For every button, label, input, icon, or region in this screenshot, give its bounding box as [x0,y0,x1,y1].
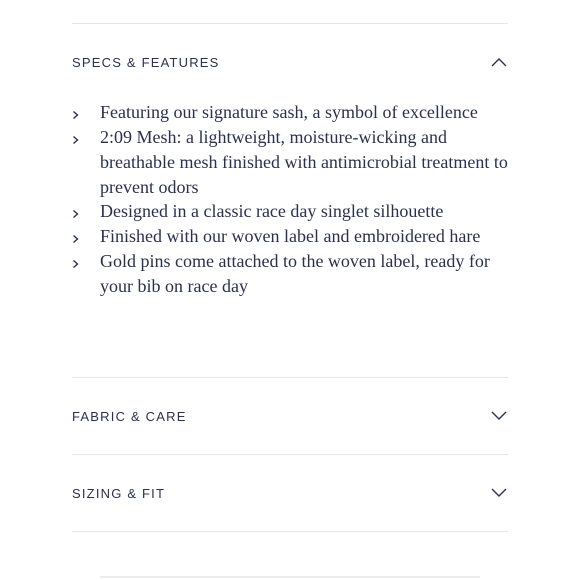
sizing-fit-title: SIZING & FIT [72,485,166,501]
list-item [72,100,512,125]
divider-specs [72,377,508,378]
list-item [72,224,512,249]
feature-text: 2:09 Mesh: a lightweight, moisture-wicking and breathable mesh finished with antimicrobial treatment to prevent odors [100,127,508,197]
bottom-divider [100,576,480,578]
list-item [72,249,512,299]
list-item [72,125,512,199]
chevron-right-icon [72,125,100,150]
chevron-right-icon [72,199,100,224]
chevron-down-icon [490,487,508,499]
chevron-right-icon [72,224,100,249]
chevron-right-icon [72,249,100,274]
divider-sizing [72,531,508,532]
list-item [72,199,512,224]
divider-fabric [72,454,508,455]
sizing-fit-toggle[interactable] [72,481,508,505]
chevron-down-icon [490,410,508,422]
fabric-care-title: FABRIC & CARE [72,408,187,424]
fabric-care-toggle[interactable] [72,404,508,428]
feature-text: Finished with our woven label and embroidered hare [100,226,481,247]
specs-features-title: SPECS & FEATURES [72,54,220,70]
chevron-right-icon [72,100,100,125]
specs-features-toggle[interactable] [72,50,508,74]
feature-text: Designed in a classic race day singlet silhouette [100,201,444,222]
chevron-up-icon [490,56,508,68]
feature-list [72,100,512,299]
feature-text: Gold pins come attached to the woven label, ready for your bib on race day [100,251,490,297]
feature-text: Featuring our signature sash, a symbol of excellence [100,102,478,122]
divider-top [72,23,508,24]
